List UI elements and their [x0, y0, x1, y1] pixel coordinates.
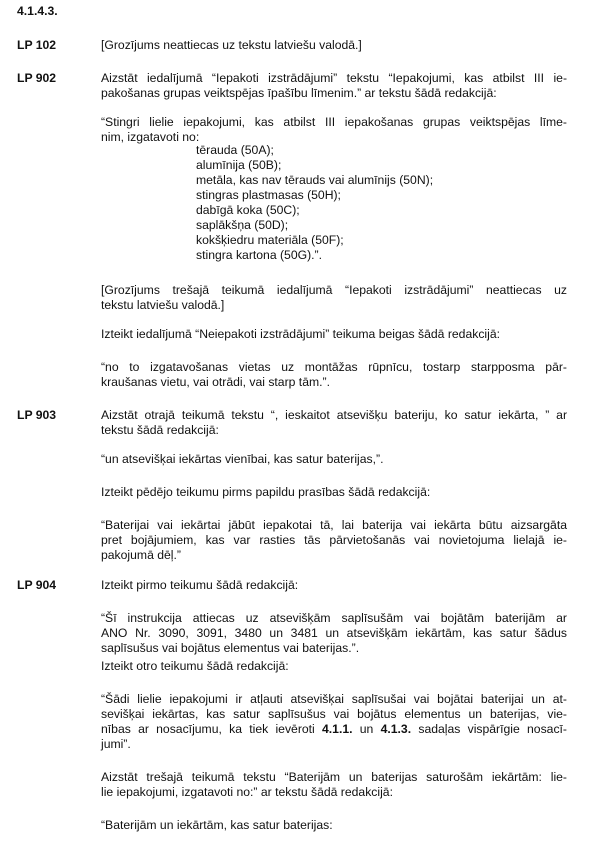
lp902-note — [101, 283, 567, 313]
lp904-first — [101, 611, 567, 656]
material-item: stingra kartona (50G).”. — [196, 248, 322, 262]
lp903-second — [101, 518, 567, 563]
lp903-quote-line: “un atsevišķai iekārtas vienībai, kas satur baterijas,”. — [101, 452, 384, 466]
material-item: dabīgā koka (50C); — [196, 203, 300, 217]
lp904-first-line: “Šī instrukcija attiecas uz atsevišķām saplīsušām vai bojātām baterijām ar — [101, 611, 567, 625]
material-item: kokšķiedru materiāla (50F); — [196, 233, 344, 247]
lp902-note-line: tekstu latviešu valodā.] — [101, 298, 225, 312]
lp902-intro — [101, 71, 567, 101]
lp904-second-intro — [101, 659, 567, 674]
lp902-replace-line: “no to izgatavošanas vietas uz montāžas rūpnīcu, tostarp starpposma pār- — [101, 360, 567, 374]
lp903-second-intro — [101, 485, 567, 500]
lp902-replace-line: kraušanas vietu, vai otrādi, vai starp tām.”. — [101, 375, 330, 389]
lp904-second-line-mid: un — [352, 722, 381, 736]
lp903-second-line: pakojumā dēļ.” — [101, 548, 181, 562]
lp903-second-line: “Baterijai vai iekārtai jābūt iepakotai tā, lai baterija vai iekārta būtu aizsargāta — [101, 518, 567, 532]
lp903-second-intro-line: Izteikt pēdējo teikumu pirms papildu prasības šādā redakcijā: — [101, 485, 431, 499]
lp904-intro — [101, 578, 567, 593]
lp904-second-line: “Šādi lielie iepakojumi ir atļauti atsevišķai saplīsušai vai bojātai baterijai un at- — [101, 692, 567, 706]
lp903-intro-line: tekstu šādā redakcijā: — [101, 423, 219, 437]
lp902-intro-line: pakošanas grupas veiktspējas īpašību līmenim.” ar tekstu šādā redakcijā: — [101, 86, 497, 100]
lp904-first-line: ANO Nr. 3090, 3091, 3480 un 3481 un atsevišķām iekārtām, kas satur šādus — [101, 626, 567, 640]
material-item: metāla, kas nav tērauds vai alumīnijs (50N); — [196, 173, 434, 187]
lp903-intro-line: Aizstāt otrajā teikumā tekstu “, ieskaitot atsevišķu bateriju, ko satur iekārta, ” ar — [101, 408, 567, 422]
lp902-quote-line: “Stingri lielie iepakojumi, kas atbilst III iepakošanas grupas veiktspējas līme- — [101, 115, 567, 129]
lp903-label: LP 903 — [17, 408, 57, 422]
lp902-replace — [101, 360, 567, 390]
lp904-second-line-pre: nības ar nosacījumu, ka tiek ievēroti — [101, 722, 323, 736]
lp904-third-intro-line: Aizstāt trešajā teikumā tekstu “Baterijām un baterijas saturošām iekārtām: lie- — [101, 770, 567, 784]
lp102-text — [101, 38, 567, 53]
material-item: saplākšņa (50D); — [196, 218, 289, 232]
section-number: 4.1.4.3. — [17, 4, 58, 18]
lp903-intro — [101, 408, 567, 438]
lp904-final-quote — [101, 818, 567, 833]
lp904-first-line: saplīsušus vai bojātus elementus vai baterijas.”. — [101, 641, 360, 655]
lp904-second-line: sevišķai iekārtas, kas satur saplīsušus vai bojātus elementus un baterijas, vie- — [101, 707, 567, 721]
lp904-second-line-with-refs — [101, 722, 567, 737]
lp904-second — [101, 692, 567, 752]
lp904-third-intro — [101, 770, 567, 800]
lp902-quote-line: nim, izgatavoti no: — [101, 130, 200, 144]
lp903-quote — [101, 452, 567, 467]
lp904-intro-line: Izteikt pirmo teikumu šādā redakcijā: — [101, 578, 299, 592]
lp902-materials-list — [196, 143, 566, 263]
lp902-replace-intro — [101, 327, 567, 342]
material-item: tērauda (50A); — [196, 143, 274, 157]
lp102-line: [Grozījums neattiecas uz tekstu latviešu valodā.] — [101, 38, 362, 52]
lp904-final-quote-line: “Baterijām un iekārtām, kas satur baterijas: — [101, 818, 333, 832]
lp904-second-line: jumi”. — [101, 737, 131, 751]
material-item: stingras plastmasas (50H); — [196, 188, 341, 202]
lp904-third-intro-line: lie iepakojumi, izgatavoti no:” ar tekstu šādā redakcijā: — [101, 785, 393, 799]
section-ref-4-1-3: 4.1.3. — [380, 722, 412, 736]
lp904-second-intro-line: Izteikt otro teikumu šādā redakcijā: — [101, 659, 289, 673]
lp902-replace-intro-line: Izteikt iedalījumā “Neiepakoti izstrādājumi” teikuma beigas šādā redakcijā: — [101, 327, 500, 341]
lp903-second-line: pret bojājumiem, kas var rasties tās pārvietošanās vai novietojuma lielajā ie- — [101, 533, 567, 547]
lp902-intro-line: Aizstāt iedalījumā “Iepakoti izstrādājumi” tekstu “Iepakojumi, kas atbilst III ie- — [101, 71, 567, 85]
lp902-label: LP 902 — [17, 71, 57, 85]
lp902-note-line: [Grozījums trešajā teikumā iedalījumā “Iepakoti izstrādājumi” neattiecas uz — [101, 283, 567, 297]
lp902-quote — [101, 115, 567, 145]
lp904-second-line-post: sadaļas vispārīgie nosacī- — [411, 722, 567, 736]
lp904-label: LP 904 — [17, 578, 57, 592]
section-ref-4-1-1: 4.1.1. — [322, 722, 353, 736]
material-item: alumīnija (50B); — [196, 158, 282, 172]
lp102-label: LP 102 — [17, 38, 57, 52]
